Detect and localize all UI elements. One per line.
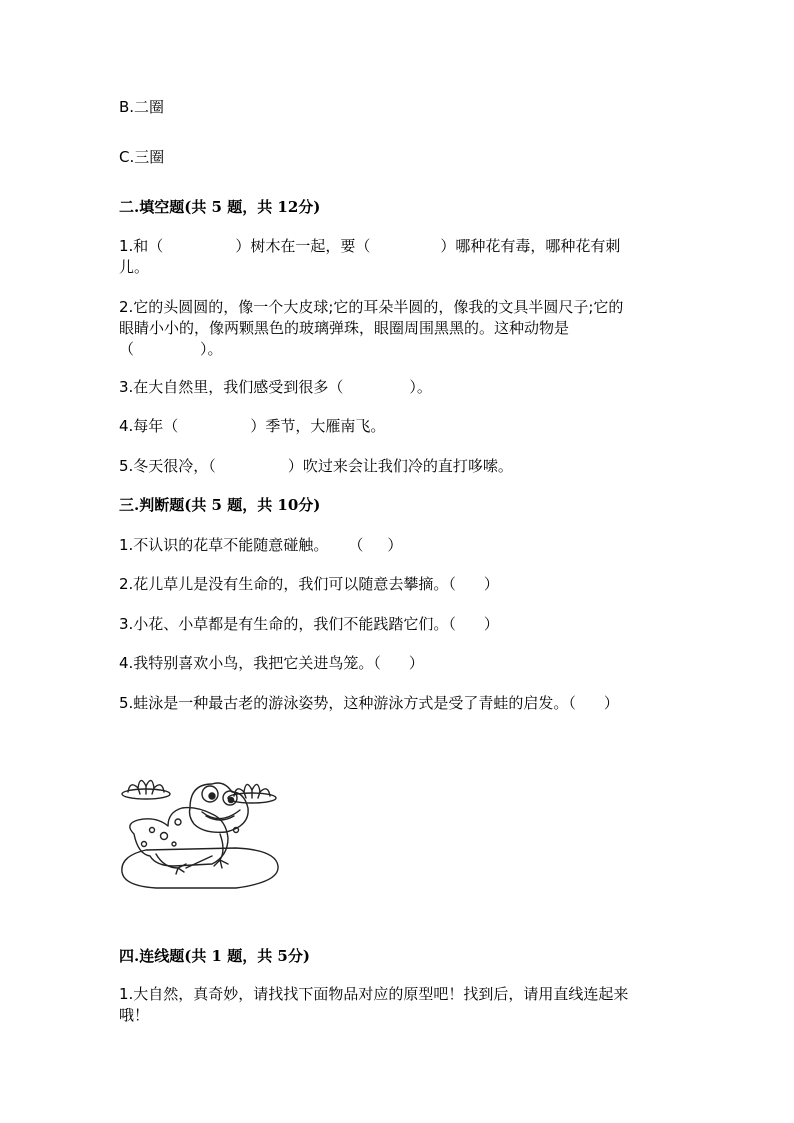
judge-question-1 xyxy=(119,534,402,556)
judge-paren-open: （ xyxy=(448,615,456,633)
q2-text-part: （ xyxy=(119,340,135,358)
judge-question-2 xyxy=(119,573,499,595)
judge-question-3 xyxy=(119,613,499,635)
q1-text-part: 1.和（ xyxy=(119,237,164,255)
judge-question-text: 2.花儿草儿是没有生命的，我们可以随意去攀摘。 xyxy=(119,575,449,593)
water-lily-flower xyxy=(122,780,170,799)
q5-text-part: ）吹过来会让我们冷的直打哆嗦。 xyxy=(287,457,513,475)
fill-question-1-cont: 儿。 xyxy=(119,258,150,276)
judge-question-text: 5.蛙泳是一种最古老的游泳姿势，这种游泳方式是受了青蛙的启发。 xyxy=(119,694,569,712)
fill-question-2-line-1: 2.它的头圆圆的，像一个大皮球;它的耳朵半圆的，像我的文具半圆尺子;它的 xyxy=(119,298,624,316)
frog-on-lily-pad-illustration xyxy=(116,764,288,894)
judge-question-text: 1.不认识的花草不能随意碰触。 xyxy=(119,536,329,554)
judge-paren-close: ） xyxy=(483,575,499,593)
q3-text-part: ）。 xyxy=(409,378,432,396)
fill-question-2-line-2: 眼睛小小的，像两颗黑色的玻璃弹珠，眼圈周围黑黑的。这种动物是 xyxy=(119,319,570,337)
option-b: B.二圈 xyxy=(119,98,165,116)
frog-body xyxy=(130,808,228,866)
fill-question-3 xyxy=(119,376,432,398)
match-question-1-line-1: 1.大自然，真奇妙，请找找下面物品对应的原型吧！找到后，请用直线连起来 xyxy=(119,985,629,1003)
q1-text-part: ）哪种花有毒，哪种花有刺 xyxy=(440,237,621,255)
judge-question-4 xyxy=(119,652,424,674)
option-c: C.三圈 xyxy=(119,148,165,166)
q1-text-part: ）树木在一起，要（ xyxy=(235,237,371,255)
frog-head xyxy=(190,783,249,832)
fill-question-2-line-3 xyxy=(119,338,223,360)
judge-paren-close: ） xyxy=(603,694,619,712)
section-3-heading: 三.判断题(共 5 题，共 10分) xyxy=(119,496,321,514)
judge-paren-close: ） xyxy=(387,536,403,554)
judge-paren-open: （ xyxy=(348,536,364,554)
section-4-heading: 四.连线题(共 1 题，共 5分) xyxy=(119,947,310,965)
judge-paren-open: （ xyxy=(373,654,381,672)
judge-paren-open: （ xyxy=(568,694,576,712)
judge-paren-close: ） xyxy=(408,654,424,672)
q2-text-part: ）。 xyxy=(200,340,223,358)
judge-question-text: 3.小花、小草都是有生命的，我们不能践踏它们。 xyxy=(119,615,449,633)
q4-text-part: 4.每年（ xyxy=(119,417,179,435)
judge-question-text: 4.我特别喜欢小鸟，我把它关进鸟笼。 xyxy=(119,654,374,672)
section-2-heading: 二.填空题(共 5 题，共 12分) xyxy=(119,198,321,216)
judge-paren-open: （ xyxy=(448,575,456,593)
fill-question-5 xyxy=(119,455,513,477)
q3-text-part: 3.在大自然里，我们感受到很多（ xyxy=(119,378,344,396)
judge-paren-close: ） xyxy=(483,615,499,633)
judge-question-5 xyxy=(119,692,619,714)
fill-question-4 xyxy=(119,415,385,437)
q5-text-part: 5.冬天很冷，（ xyxy=(119,457,216,475)
fill-question-1 xyxy=(119,235,620,257)
q4-text-part: ）季节，大雁南飞。 xyxy=(250,417,386,435)
match-question-1-line-2: 哦！ xyxy=(119,1006,150,1024)
